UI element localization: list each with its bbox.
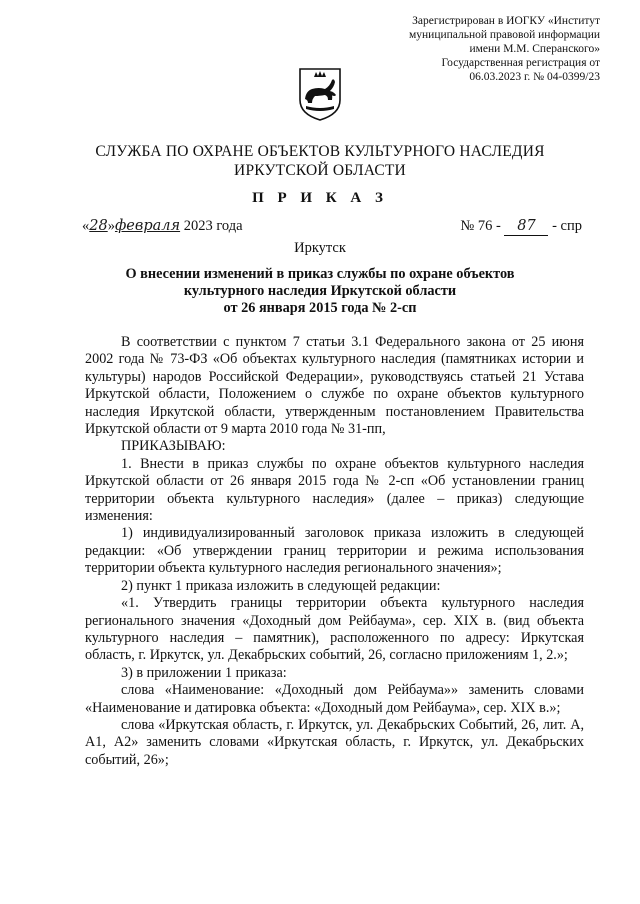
paragraph-subitem-2: 2) пункт 1 приказа изложить в следующей редакции: bbox=[121, 577, 441, 594]
paragraph-preamble: В соответствии с пунктом 7 статьи 3.1 Федерального закона от 25 июня 2002 года № 73-ФЗ «Об объектах культурного наследия (памятниках истории и культуры) народов Российской Федерации», руководствуясь статьей 21 Устава Иркутской области, Положением о службе по охране объектов культурного наследия Иркутской области, утвержденным постановлением Правительства Иркутской области от 9 марта 2010 года № 31-пп, bbox=[85, 334, 584, 438]
paragraph-subitem-1: 1) индивидуализированный заголовок приказа изложить в следующей редакции: «Об утверждении границ территории и режима использования территории объекта культурного наследия регионального значения»; bbox=[85, 525, 584, 577]
number-handwritten-field bbox=[504, 218, 548, 236]
registration-line: Зарегистрирован в ИОГКУ «Институт bbox=[412, 15, 600, 27]
paragraph-subitem-3: 3) в приложении 1 приказа: bbox=[121, 664, 287, 681]
date-close-quote: » bbox=[107, 218, 115, 234]
paragraph-replace-address: слова «Иркутская область, г. Иркутск, ул. Декабрьских Событий, 26, лит. А, А1, А2» заменить словами «Иркутская область, г. Иркутск, ул. Декабрьских событий, 26»; bbox=[85, 716, 584, 768]
registration-stamp bbox=[360, 14, 600, 84]
date-month: февраля bbox=[114, 218, 181, 234]
order-number bbox=[460, 218, 582, 236]
paragraph-item-1: 1. Внести в приказ службы по охране объектов культурного наследия Иркутской области от 26 января 2015 года № 2-сп «Об установлении границ территории объекта культурного наследия» (далее – приказ) следующие изменения: bbox=[85, 455, 584, 525]
coat-of-arms-icon bbox=[297, 66, 343, 122]
date-year: 2023 года bbox=[183, 218, 243, 234]
order-body bbox=[85, 334, 584, 769]
paragraph-replace-name: слова «Наименование: «Доходный дом Рейбаума»» заменить словами «Наименование и датировка объекта: «Доходный дом Рейбаума», сер. XIX в.»; bbox=[85, 682, 584, 716]
document-type: П Р И К А З bbox=[252, 190, 388, 206]
order-date bbox=[82, 218, 243, 235]
date-number-line bbox=[82, 218, 582, 240]
number-prefix: № 76 - bbox=[460, 218, 501, 234]
number-handwritten: 87 bbox=[517, 218, 536, 234]
organization-line: ИРКУТСКОЙ ОБЛАСТИ bbox=[234, 162, 406, 179]
registration-line: имени М.М. Сперанского» bbox=[469, 43, 600, 55]
registration-line: муниципальной правовой информации bbox=[408, 29, 600, 41]
registration-line: 06.03.2023 г. № 04-0399/23 bbox=[469, 71, 600, 83]
organization-name bbox=[0, 142, 640, 180]
city: Иркутск bbox=[294, 240, 346, 256]
paragraph-new-item-1: «1. Утвердить границы территории объекта культурного наследия регионального значения «Доходный дом Рейбаума», сер. XIX в. (вид объекта культурного наследия – памятник), расположенного по адресу: Иркутская область, г. Иркутск, ул. Декабрьских событий, 26, согласно приложениям 1, 2.»; bbox=[85, 595, 584, 664]
date-open-quote: « bbox=[82, 218, 90, 234]
order-heading bbox=[90, 266, 550, 317]
number-suffix: - спр bbox=[552, 218, 582, 234]
heading-line: О внесении изменений в приказ службы по охране объектов bbox=[125, 266, 515, 282]
registration-line: Государственная регистрация от bbox=[441, 57, 600, 69]
date-day: 28 bbox=[89, 218, 108, 234]
organization-line: СЛУЖБА ПО ОХРАНЕ ОБЪЕКТОВ КУЛЬТУРНОГО НАСЛЕДИЯ bbox=[95, 143, 545, 160]
heading-line: культурного наследия Иркутской области bbox=[183, 283, 457, 299]
paragraph-order-word: ПРИКАЗЫВАЮ: bbox=[121, 438, 226, 455]
heading-line: от 26 января 2015 года № 2-сп bbox=[223, 300, 417, 316]
